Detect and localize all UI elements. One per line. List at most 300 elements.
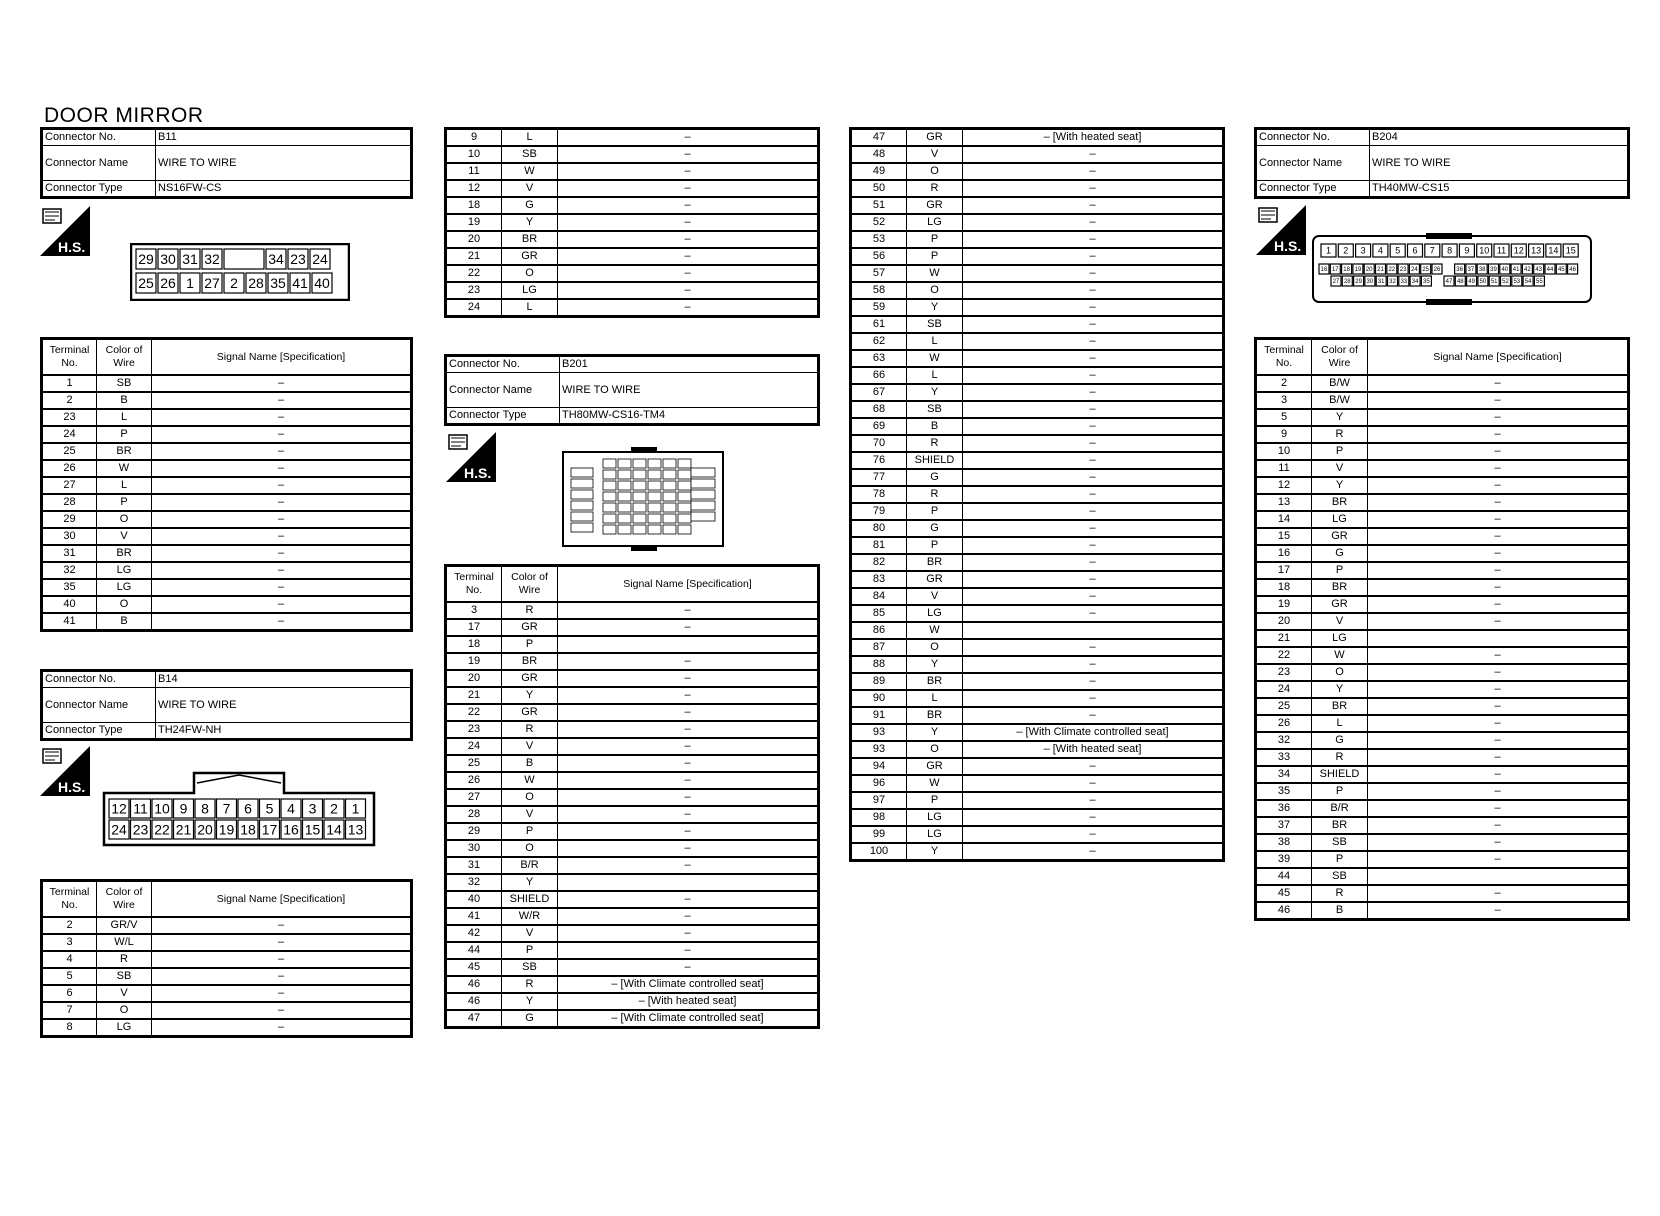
terminal-no: 9 — [1256, 426, 1312, 443]
table-row — [446, 959, 819, 976]
pin-number: 2 — [230, 275, 238, 292]
signal-name: – — [963, 656, 1224, 673]
terminal-no: 5 — [1256, 409, 1312, 426]
table-row — [1256, 817, 1629, 834]
table-row — [1256, 800, 1629, 817]
page-title: DOOR MIRROR — [44, 104, 204, 127]
table-row — [851, 588, 1224, 605]
table-row — [42, 596, 412, 613]
harness-side-icon — [1256, 205, 1306, 255]
terminal-no-header: Terminal No. — [1256, 339, 1312, 376]
pin-number: 46 — [1569, 267, 1576, 274]
signal-name: – — [558, 789, 819, 806]
connector-no: B204 — [1370, 129, 1629, 146]
pin-number: 13 — [1531, 245, 1542, 256]
table-row — [851, 656, 1224, 673]
wire-color: V — [502, 925, 558, 942]
table-row — [42, 579, 412, 596]
wire-color: GR — [1312, 596, 1368, 613]
wire-color: Y — [502, 687, 558, 704]
pin-number: 5 — [265, 800, 274, 817]
wire-color: GR — [1312, 528, 1368, 545]
terminal-no: 46 — [1256, 902, 1312, 920]
terminal-no: 28 — [42, 494, 97, 511]
terminal-no: 78 — [851, 486, 907, 503]
wire-color: SHIELD — [907, 452, 963, 469]
wire-color: W — [1312, 647, 1368, 664]
signal-name: – — [1368, 800, 1629, 817]
wire-color: P — [1312, 851, 1368, 868]
table-row — [851, 333, 1224, 350]
wire-color: GR/V — [97, 917, 152, 934]
wire-color: P — [97, 494, 152, 511]
table-row — [1256, 477, 1629, 494]
table-row — [446, 619, 819, 636]
terminal-no: 40 — [446, 891, 502, 908]
connector-pin — [678, 470, 691, 479]
wire-color: R — [907, 486, 963, 503]
table-row — [446, 908, 819, 925]
signal-name: – — [152, 443, 412, 460]
terminal-no: 3 — [42, 934, 97, 951]
table-row — [446, 231, 819, 248]
wire-color: L — [1312, 715, 1368, 732]
table-row — [446, 976, 819, 993]
connector-pin — [571, 523, 593, 532]
signal-name: – — [963, 452, 1224, 469]
signal-name: – — [1368, 477, 1629, 494]
wire-color: W — [907, 775, 963, 792]
signal-name: – — [558, 299, 819, 317]
signal-name: – — [963, 333, 1224, 350]
signal-name: – — [963, 707, 1224, 724]
signal-name: – — [558, 282, 819, 299]
pin-number: 17 — [261, 821, 278, 838]
wire-color: P — [502, 942, 558, 959]
pin-number: 16 — [1320, 267, 1328, 274]
terminal-no: 7 — [42, 1002, 97, 1019]
connector-b11-face — [130, 243, 350, 306]
terminal-no: 56 — [851, 248, 907, 265]
signal-name: – — [1368, 834, 1629, 851]
signal-name: – — [558, 738, 819, 755]
wire-color: P — [1312, 783, 1368, 800]
wire-color: BR — [1312, 494, 1368, 511]
wire-color: GR — [502, 248, 558, 265]
signal-name: – — [152, 392, 412, 409]
connector-pin — [691, 479, 715, 488]
terminal-no: 3 — [1256, 392, 1312, 409]
connector-pin — [663, 470, 676, 479]
table-row — [851, 180, 1224, 197]
connector-b14-face — [102, 771, 376, 852]
pin-number: 36 — [1456, 267, 1463, 274]
terminal-no: 38 — [1256, 834, 1312, 851]
signal-name — [558, 636, 819, 653]
table-row — [446, 299, 819, 317]
wire-color: R — [502, 721, 558, 738]
pin-number: 20 — [1365, 267, 1373, 274]
hs-label: H.S. — [58, 239, 86, 255]
wire-color: V — [502, 806, 558, 823]
signal-name: – — [1368, 375, 1629, 392]
terminal-no: 21 — [1256, 630, 1312, 647]
table-row — [446, 840, 819, 857]
pin-number: 12 — [111, 800, 127, 817]
terminal-no: 2 — [1256, 375, 1312, 392]
terminal-no: 53 — [851, 231, 907, 248]
signal-name: – — [558, 721, 819, 738]
terminal-no: 4 — [42, 951, 97, 968]
connector-b204-face — [1311, 232, 1593, 311]
wire-color: G — [1312, 732, 1368, 749]
terminal-no: 42 — [446, 925, 502, 942]
signal-name: – — [963, 146, 1224, 163]
terminal-no: 30 — [42, 528, 97, 545]
signal-name: – — [558, 265, 819, 282]
color-header: Color of Wire — [1312, 339, 1368, 376]
signal-name: – — [1368, 766, 1629, 783]
table-row — [446, 874, 819, 891]
wire-color: B — [907, 418, 963, 435]
label: Connector Name — [1256, 146, 1370, 181]
table-row — [446, 891, 819, 908]
signal-name: – — [1368, 511, 1629, 528]
table-row — [446, 687, 819, 704]
pin-number: 6 — [244, 800, 252, 817]
table-row — [851, 605, 1224, 622]
pin-number: 53 — [1513, 279, 1521, 286]
signal-name: – — [1368, 715, 1629, 732]
terminal-no: 41 — [446, 908, 502, 925]
connector-pin — [571, 490, 593, 499]
terminal-no: 59 — [851, 299, 907, 316]
connector-b204-info — [1254, 127, 1630, 199]
wire-color: P — [907, 503, 963, 520]
connector-pin — [571, 468, 593, 477]
signal-name: – — [1368, 596, 1629, 613]
pin-number: 31 — [1377, 279, 1385, 286]
connector-pin — [603, 470, 616, 479]
signal-name: – — [963, 639, 1224, 656]
terminal-no: 25 — [446, 755, 502, 772]
wire-color: B/W — [1312, 392, 1368, 409]
table-row — [851, 350, 1224, 367]
wire-color: LG — [97, 579, 152, 596]
signal-name: – — [558, 653, 819, 670]
pin-number: 25 — [138, 275, 154, 292]
table-row — [1256, 664, 1629, 681]
wire-color: Y — [502, 214, 558, 231]
signal-name: – — [152, 596, 412, 613]
connector-type: TH40MW-CS15 — [1370, 181, 1629, 198]
terminal-no: 11 — [1256, 460, 1312, 477]
terminal-no: 25 — [42, 443, 97, 460]
wire-color: LG — [907, 214, 963, 231]
wire-color: O — [907, 741, 963, 758]
signal-name: – — [963, 554, 1224, 571]
signal-name: – [With Climate controlled seat] — [558, 1010, 819, 1028]
color-header: Color of Wire — [502, 566, 558, 603]
table-row — [1256, 647, 1629, 664]
hs-label: H.S. — [58, 779, 86, 795]
connector-b201-face — [561, 446, 725, 557]
table-row — [851, 435, 1224, 452]
terminal-no: 18 — [1256, 579, 1312, 596]
terminal-no: 20 — [446, 231, 502, 248]
signal-name: – — [963, 758, 1224, 775]
terminal-no: 26 — [446, 772, 502, 789]
signal-name: – — [558, 704, 819, 721]
signal-name: – — [1368, 885, 1629, 902]
wire-color: R — [1312, 426, 1368, 443]
signal-name — [963, 622, 1224, 639]
pin-number: 45 — [1557, 267, 1565, 274]
terminal-no: 45 — [1256, 885, 1312, 902]
signal-name: – — [558, 197, 819, 214]
table-row — [851, 639, 1224, 656]
connector-pin — [618, 503, 631, 512]
wire-color: LG — [502, 282, 558, 299]
table-row — [446, 282, 819, 299]
signal-name: – — [1368, 851, 1629, 868]
terminal-no: 77 — [851, 469, 907, 486]
signal-name: – — [558, 180, 819, 197]
connector-pin — [603, 514, 616, 523]
connector-pin — [571, 501, 593, 510]
table-row — [851, 248, 1224, 265]
pin-number: 40 — [314, 275, 330, 292]
signal-name: – — [558, 670, 819, 687]
wire-color: Y — [1312, 477, 1368, 494]
terminal-no-header: Terminal No. — [42, 339, 97, 376]
connector-pin — [678, 525, 691, 534]
terminal-no: 87 — [851, 639, 907, 656]
signal-name: – — [963, 299, 1224, 316]
wire-color: W — [502, 772, 558, 789]
table-row — [851, 520, 1224, 537]
signal-name: – — [1368, 579, 1629, 596]
table-row — [42, 1002, 412, 1019]
signal-name: – — [558, 840, 819, 857]
table-row — [1256, 545, 1629, 562]
table-row — [1256, 443, 1629, 460]
pin-number: 32 — [204, 251, 220, 268]
terminal-no: 35 — [42, 579, 97, 596]
wire-color: P — [97, 426, 152, 443]
table-row — [851, 792, 1224, 809]
terminal-no: 27 — [42, 477, 97, 494]
wire-color: V — [97, 985, 152, 1002]
pin-number: 32 — [1389, 279, 1396, 286]
signal-name: – — [152, 917, 412, 934]
terminal-no: 34 — [1256, 766, 1312, 783]
signal-name: – — [963, 537, 1224, 554]
signal-name: – — [152, 1002, 412, 1019]
table-row — [42, 460, 412, 477]
table-row — [1256, 579, 1629, 596]
wire-color: SHIELD — [1312, 766, 1368, 783]
signal-name: – — [558, 857, 819, 874]
terminal-no: 10 — [446, 146, 502, 163]
terminal-no: 22 — [446, 704, 502, 721]
terminal-no: 31 — [42, 545, 97, 562]
terminal-no: 79 — [851, 503, 907, 520]
pin-number: 13 — [347, 821, 364, 838]
table-row — [42, 613, 412, 631]
signal-name: – — [1368, 528, 1629, 545]
table-row — [446, 1010, 819, 1028]
pin-number: 2 — [1343, 245, 1349, 256]
signal-name: – [With heated seat] — [963, 741, 1224, 758]
wire-color: GR — [907, 197, 963, 214]
table-row — [446, 772, 819, 789]
signal-name: – — [963, 435, 1224, 452]
wire-color: L — [907, 367, 963, 384]
pin-number: 11 — [1496, 245, 1507, 256]
terminal-no: 14 — [1256, 511, 1312, 528]
terminal-no: 68 — [851, 401, 907, 418]
table-row — [1256, 868, 1629, 885]
table-row — [851, 826, 1224, 843]
wire-color: W — [907, 350, 963, 367]
terminal-no: 32 — [1256, 732, 1312, 749]
connector-b201-table-cont — [849, 127, 1225, 862]
table-row — [1256, 409, 1629, 426]
wire-color: Y — [907, 299, 963, 316]
wire-color: Y — [1312, 409, 1368, 426]
table-row — [42, 951, 412, 968]
terminal-no: 57 — [851, 265, 907, 282]
pin-number: 34 — [1411, 279, 1419, 286]
connector-pin — [691, 501, 715, 510]
terminal-no: 1 — [42, 375, 97, 392]
label: Connector Name — [42, 688, 156, 723]
wire-color: SB — [907, 316, 963, 333]
terminal-no: 45 — [446, 959, 502, 976]
pin-number: 34 — [268, 251, 284, 268]
pin-number: 48 — [1456, 279, 1464, 286]
signal-name: – — [963, 350, 1224, 367]
pin-number: 41 — [292, 275, 308, 292]
terminal-no: 15 — [1256, 528, 1312, 545]
pin-number: 38 — [1478, 267, 1486, 274]
connector-pin — [648, 525, 661, 534]
terminal-no: 27 — [446, 789, 502, 806]
terminal-no: 89 — [851, 673, 907, 690]
pin-number: 18 — [1343, 267, 1350, 274]
wire-color: G — [907, 469, 963, 486]
signal-name: – — [963, 673, 1224, 690]
wire-color: B — [97, 392, 152, 409]
table-row — [446, 925, 819, 942]
terminal-no: 25 — [1256, 698, 1312, 715]
wire-color: O — [502, 789, 558, 806]
pin-number: 47 — [1445, 279, 1453, 286]
connector-pin — [648, 492, 661, 501]
signal-name: – — [152, 613, 412, 631]
table-row — [42, 968, 412, 985]
pin-number: 29 — [138, 251, 154, 268]
wire-color: LG — [907, 809, 963, 826]
table-row — [1256, 732, 1629, 749]
table-row — [851, 741, 1224, 758]
terminal-no: 49 — [851, 163, 907, 180]
wire-color: V — [502, 180, 558, 197]
terminal-no: 11 — [446, 163, 502, 180]
terminal-no: 76 — [851, 452, 907, 469]
wire-color: W — [97, 460, 152, 477]
table-row — [446, 806, 819, 823]
table-row — [446, 942, 819, 959]
wire-color: O — [97, 511, 152, 528]
table-row — [851, 724, 1224, 741]
table-row — [851, 129, 1224, 147]
terminal-no: 10 — [1256, 443, 1312, 460]
label: Connector Type — [1256, 181, 1370, 198]
wire-color: BR — [907, 673, 963, 690]
connector-pin — [663, 492, 676, 501]
wire-color: LG — [1312, 511, 1368, 528]
table-row — [446, 653, 819, 670]
terminal-no: 3 — [446, 602, 502, 619]
signal-header: Signal Name [Specification] — [558, 566, 819, 603]
terminal-no: 23 — [42, 409, 97, 426]
pin-number: 11 — [133, 800, 148, 817]
terminal-no: 52 — [851, 214, 907, 231]
table-row — [1256, 851, 1629, 868]
wire-color: R — [1312, 885, 1368, 902]
wire-color: SB — [97, 375, 152, 392]
wire-color: GR — [907, 129, 963, 147]
connector-name: WIRE TO WIRE — [1370, 146, 1629, 181]
signal-name: – — [152, 951, 412, 968]
terminal-no: 93 — [851, 741, 907, 758]
table-row — [1256, 426, 1629, 443]
signal-name: – — [558, 146, 819, 163]
signal-name: – — [963, 843, 1224, 861]
table-row — [851, 537, 1224, 554]
wire-color: Y — [502, 874, 558, 891]
connector-pin — [618, 470, 631, 479]
pin-number: 21 — [175, 821, 192, 838]
signal-name: – — [963, 384, 1224, 401]
terminal-no: 17 — [1256, 562, 1312, 579]
connector-type: TH80MW-CS16-TM4 — [560, 408, 819, 425]
wire-color: O — [97, 1002, 152, 1019]
terminal-no: 37 — [1256, 817, 1312, 834]
wire-color: BR — [502, 231, 558, 248]
table-row — [42, 511, 412, 528]
table-row — [42, 545, 412, 562]
signal-name: – — [152, 968, 412, 985]
wire-color: O — [907, 282, 963, 299]
wire-color: GR — [907, 571, 963, 588]
signal-name: – [With Climate controlled seat] — [963, 724, 1224, 741]
connector-name: WIRE TO WIRE — [560, 373, 819, 408]
connector-type: TH24FW-NH — [156, 723, 412, 740]
table-row — [1256, 562, 1629, 579]
terminal-no: 61 — [851, 316, 907, 333]
connector-no: B14 — [156, 671, 412, 688]
pin-number: 22 — [1388, 267, 1396, 274]
signal-name: – — [1368, 613, 1629, 630]
signal-name: – — [558, 163, 819, 180]
table-row — [42, 917, 412, 934]
terminal-no: 21 — [446, 248, 502, 265]
table-row — [851, 469, 1224, 486]
terminal-no: 30 — [446, 840, 502, 857]
